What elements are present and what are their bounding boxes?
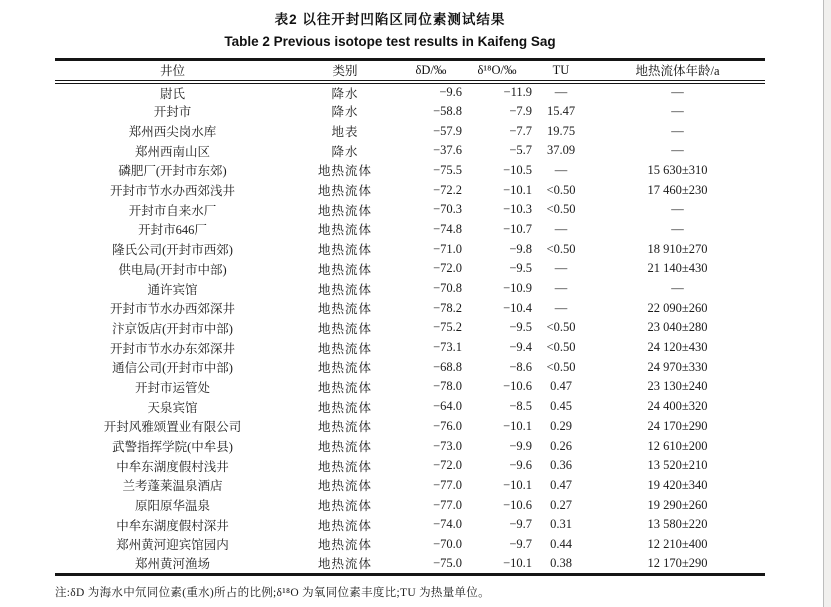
cell-well: 通信公司(开封市中部): [112, 361, 233, 376]
cell-well: 郑州黄河渔场: [134, 557, 210, 572]
table-row: [55, 298, 765, 318]
cell-category: 地热流体: [317, 223, 372, 238]
cell-age: —: [671, 221, 684, 236]
cell-well: 开封市节水办西郊浅井: [109, 184, 235, 199]
cell-delta-18o: −10.3: [503, 202, 532, 217]
cell-delta-18o: −10.7: [503, 221, 532, 236]
cell-delta-d: −70.0: [433, 536, 462, 551]
cell-well: 郑州西南山区: [134, 144, 210, 159]
cell-delta-18o: −10.1: [503, 477, 532, 492]
table-row: [55, 535, 765, 555]
cell-delta-18o: −5.7: [509, 143, 532, 158]
cell-delta-18o: −10.1: [503, 418, 532, 433]
cell-delta-18o: −10.6: [503, 379, 532, 394]
table-row: [55, 141, 765, 161]
cell-category: 地热流体: [317, 262, 372, 277]
cell-category: 地热流体: [317, 479, 372, 494]
cell-tu: 0.47: [550, 379, 572, 394]
cell-category: 地热流体: [317, 499, 372, 514]
table-row: [55, 397, 765, 417]
cell-delta-18o: −9.4: [509, 340, 532, 355]
cell-category: 地热流体: [317, 420, 372, 435]
table-row: [55, 318, 765, 338]
table-note: 注:δD 为海水中氘同位素(重水)所占的比例;δ¹⁸O 为氧同位素丰度比;TU 为热量单位。: [55, 586, 490, 599]
cell-tu: <0.50: [546, 320, 576, 335]
cell-category: 降水: [331, 144, 359, 159]
cell-delta-18o: −10.6: [503, 497, 532, 512]
cell-category: 地热流体: [317, 459, 372, 474]
cell-tu: <0.50: [546, 359, 576, 374]
cell-age: 24 120±430: [647, 340, 708, 355]
cell-delta-18o: −9.5: [509, 320, 532, 335]
cell-well: 中牟东湖度假村浅井: [116, 459, 229, 474]
table-row: [55, 554, 765, 574]
cell-delta-d: −68.8: [433, 359, 462, 374]
cell-tu: 0.27: [550, 497, 572, 512]
cell-well: 郑州西尖岗水库: [128, 125, 217, 140]
cell-tu: <0.50: [546, 202, 576, 217]
col-header-well: 井位: [159, 64, 185, 79]
cell-delta-d: −77.0: [433, 477, 462, 492]
cell-well: 开封市: [153, 105, 192, 120]
table-row: [55, 417, 765, 437]
cell-delta-18o: −11.9: [503, 85, 532, 99]
cell-category: 地热流体: [317, 203, 372, 218]
cell-age: —: [671, 103, 684, 118]
table-row: [55, 239, 765, 259]
cell-age: 24 400±320: [647, 399, 708, 414]
cell-tu: 0.31: [550, 517, 572, 532]
col-header-age: 地热流体年龄/a: [635, 64, 720, 79]
cell-age: —: [671, 202, 684, 217]
cell-category: 地表: [331, 125, 359, 140]
cell-tu: —: [554, 281, 568, 296]
cell-well: 开封风雅颂置业有限公司: [103, 420, 242, 435]
table-title-zh: 表2 以往开封凹陷区同位素测试结果: [274, 12, 506, 27]
cell-delta-d: −78.0: [433, 379, 462, 394]
cell-well: 武警指挥学院(中牟县): [112, 440, 233, 455]
cell-age: —: [671, 281, 684, 296]
table-row: [55, 377, 765, 397]
cell-well: 天泉宾馆: [147, 400, 198, 415]
table-row: [55, 220, 765, 240]
cell-delta-d: −78.2: [433, 300, 462, 315]
cell-age: 12 170±290: [647, 555, 708, 570]
cell-delta-d: −74.0: [433, 517, 462, 532]
cell-delta-d: −77.0: [433, 497, 462, 512]
cell-delta-d: −70.3: [433, 202, 462, 217]
col-header-category: 类别: [332, 64, 358, 79]
cell-category: 降水: [331, 86, 359, 101]
cell-well: 开封市节水办东郊深井: [109, 341, 235, 356]
cell-tu: <0.50: [546, 340, 576, 355]
cell-delta-d: −72.0: [433, 458, 462, 473]
cell-well: 供电局(开封市中部): [118, 262, 227, 277]
col-header-delta-d: δD/‰: [415, 62, 447, 77]
cell-delta-18o: −9.5: [509, 261, 532, 276]
cell-tu: —: [554, 261, 568, 276]
cell-age: —: [671, 85, 684, 99]
table-row: [55, 357, 765, 377]
cell-delta-d: −72.0: [433, 261, 462, 276]
cell-delta-18o: −9.7: [509, 536, 532, 551]
cell-tu: 37.09: [546, 143, 576, 158]
cell-age: —: [671, 123, 684, 138]
cell-delta-18o: −9.9: [509, 438, 532, 453]
cell-age: 24 170±290: [647, 418, 708, 433]
cell-delta-d: −73.1: [433, 340, 462, 355]
cell-delta-18o: −9.6: [509, 458, 532, 473]
cell-delta-d: −75.2: [433, 320, 462, 335]
table-row: [55, 436, 765, 456]
cell-age: 18 910±270: [647, 241, 708, 256]
table-header-row: [55, 60, 765, 82]
cell-well: 郑州黄河迎宾馆园内: [116, 538, 229, 553]
cell-delta-d: −9.6: [439, 85, 462, 99]
cell-delta-d: −71.0: [433, 241, 462, 256]
cell-delta-d: −58.8: [433, 103, 462, 118]
cell-age: —: [671, 143, 684, 158]
cell-age: 21 140±430: [647, 261, 708, 276]
cell-delta-18o: −9.8: [509, 241, 532, 256]
cell-tu: 0.36: [550, 458, 572, 473]
cell-age: 13 580±220: [647, 517, 708, 532]
cell-category: 地热流体: [317, 243, 372, 258]
cell-category: 地热流体: [317, 282, 372, 297]
cell-category: 地热流体: [317, 164, 372, 179]
cell-tu: —: [554, 221, 568, 236]
cell-delta-18o: −9.7: [509, 517, 532, 532]
cell-delta-d: −75.0: [433, 555, 462, 570]
cell-category: 地热流体: [317, 302, 372, 317]
cell-delta-d: −73.0: [433, 438, 462, 453]
cell-well: 通许宾馆: [147, 282, 198, 297]
cell-category: 降水: [331, 105, 359, 120]
cell-category: 地热流体: [317, 400, 372, 415]
cell-age: 17 460±230: [647, 182, 708, 197]
table-row: [55, 515, 765, 535]
cell-category: 地热流体: [317, 440, 372, 455]
cell-tu: —: [554, 162, 568, 177]
cell-delta-18o: −8.5: [509, 399, 532, 414]
cell-delta-d: −70.8: [433, 281, 462, 296]
isotope-table: [55, 58, 765, 576]
cell-well: 原阳原华温泉: [134, 499, 210, 514]
col-header-delta-18o: δ¹⁸O/‰: [477, 62, 517, 77]
table-row: [55, 180, 765, 200]
cell-delta-18o: −10.4: [503, 300, 532, 315]
cell-age: 19 290±260: [647, 497, 708, 512]
cell-tu: 19.75: [546, 123, 576, 138]
cell-well: 开封市节水办西郊深井: [109, 302, 235, 317]
cell-age: 23 130±240: [647, 379, 708, 394]
cell-tu: —: [554, 300, 568, 315]
cell-well: 磷肥厂(开封市东郊): [118, 164, 227, 179]
table-row: [55, 279, 765, 299]
cell-age: 23 040±280: [647, 320, 708, 335]
cell-tu: 0.44: [550, 536, 572, 551]
cell-delta-d: −74.8: [433, 221, 462, 236]
cell-tu: 0.45: [550, 399, 572, 414]
cell-delta-d: −57.9: [433, 123, 462, 138]
cell-delta-d: −76.0: [433, 418, 462, 433]
cell-delta-18o: −10.5: [503, 162, 532, 177]
cell-well: 兰考蓬莱温泉酒店: [122, 479, 223, 494]
cell-age: 22 090±260: [647, 300, 708, 315]
cell-category: 地热流体: [317, 341, 372, 356]
cell-well: 中牟东湖度假村深井: [116, 518, 229, 533]
cell-tu: 0.29: [550, 418, 572, 433]
cell-well: 开封市646厂: [138, 223, 207, 238]
cell-delta-18o: −10.1: [503, 182, 532, 197]
cell-well: 隆氏公司(开封市西郊): [112, 243, 233, 258]
col-header-tu: TU: [552, 62, 570, 77]
table-row: [55, 161, 765, 181]
cell-tu: 15.47: [546, 103, 576, 118]
cell-tu: —: [554, 85, 568, 99]
cell-category: 地热流体: [317, 361, 372, 376]
cell-delta-d: −72.2: [433, 182, 462, 197]
cell-delta-18o: −10.9: [503, 281, 532, 296]
table-row: [55, 338, 765, 358]
cell-delta-d: −75.5: [433, 162, 462, 177]
cell-age: 15 630±310: [647, 162, 708, 177]
table-row: [55, 82, 765, 102]
page-edge: [823, 0, 831, 607]
table-row: [55, 121, 765, 141]
table-body: [55, 82, 765, 575]
cell-well: 汴京饭店(开封市中部): [112, 321, 233, 336]
table-row: [55, 200, 765, 220]
cell-well: 尉氏: [159, 86, 185, 101]
cell-well: 开封市运管处: [134, 380, 210, 395]
table-title-en: Table 2 Previous isotope test results in Kaifeng Sag: [224, 34, 556, 49]
cell-age: 12 210±400: [647, 536, 708, 551]
cell-category: 地热流体: [317, 518, 372, 533]
cell-delta-18o: −8.6: [509, 359, 532, 374]
cell-category: 地热流体: [317, 380, 372, 395]
cell-age: 19 420±340: [647, 477, 708, 492]
cell-delta-18o: −7.9: [509, 103, 532, 118]
cell-tu: 0.38: [550, 555, 572, 570]
cell-category: 地热流体: [317, 557, 372, 572]
cell-well: 开封市自来水厂: [128, 203, 217, 218]
cell-category: 地热流体: [317, 184, 372, 199]
cell-tu: 0.47: [550, 477, 572, 492]
cell-tu: 0.26: [550, 438, 572, 453]
table-row: [55, 495, 765, 515]
cell-delta-18o: −10.1: [503, 555, 532, 570]
cell-tu: <0.50: [546, 241, 576, 256]
cell-category: 地热流体: [317, 321, 372, 336]
cell-delta-d: −37.6: [433, 143, 462, 158]
cell-age: 12 610±200: [647, 438, 708, 453]
cell-tu: <0.50: [546, 182, 576, 197]
cell-category: 地热流体: [317, 538, 372, 553]
table-row: [55, 476, 765, 496]
table-row: [55, 259, 765, 279]
cell-delta-d: −64.0: [433, 399, 462, 414]
cell-delta-18o: −7.7: [509, 123, 532, 138]
table-row: [55, 456, 765, 476]
table-row: [55, 102, 765, 122]
cell-age: 13 520±210: [647, 458, 708, 473]
cell-age: 24 970±330: [647, 359, 708, 374]
